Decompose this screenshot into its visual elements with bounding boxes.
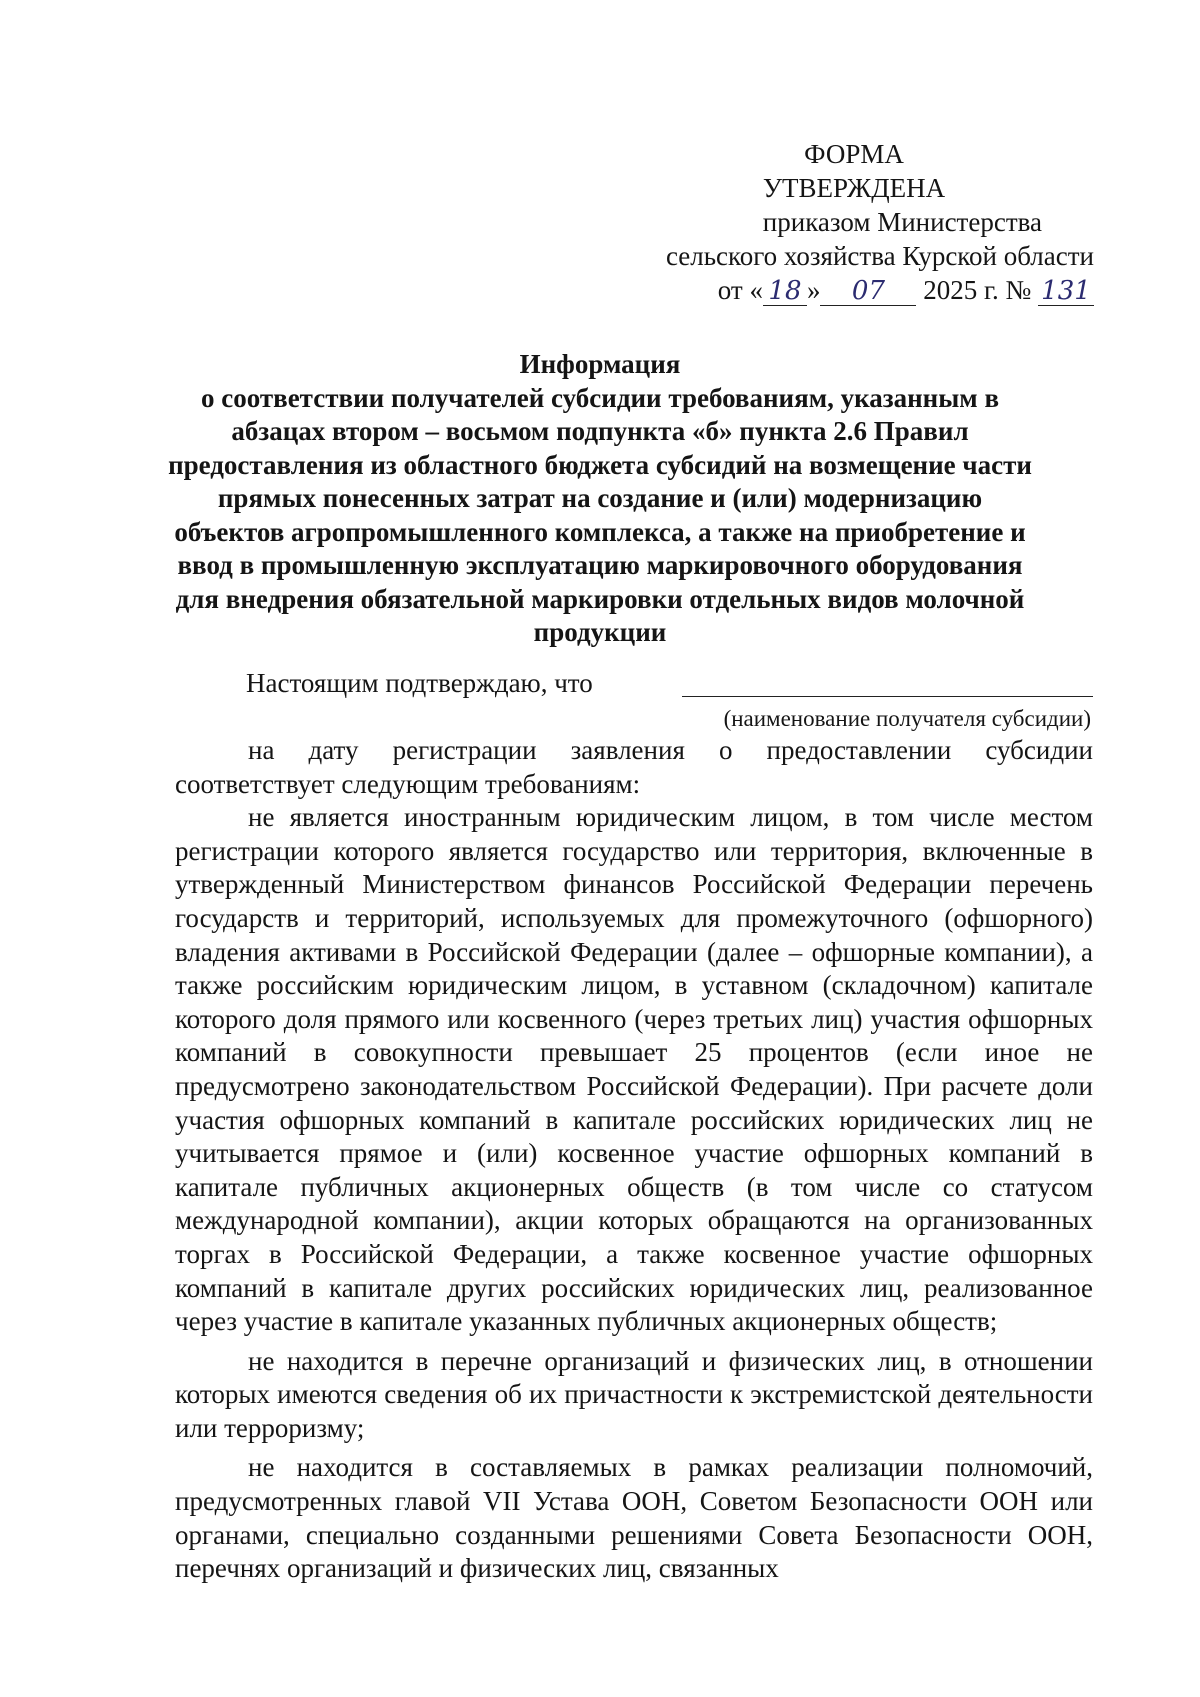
date-year: 2025 г. №	[923, 275, 1032, 305]
paragraph-requirement-1: не является иностранным юридическим лицом, в том числе местом регистрации которого является государство или территория, включенные в утвержденный Министерством финансов Российской Федерации перечень государств и территорий, используемых для промежуточного (офшорного) владения активами в Российской Федерации (далее – офшорные компании), а также российским юридическим лицом, в уставном (складочном) капитале которого доля прямого или косвенного (через третьих лиц) участия офшорных компаний в совокупности превышает 25 процентов (если иное не предусмотрено законодательством Российской Федерации). При расчете доли участия офшорных компаний в капитале российских юридических лиц не учитывается прямое и (или) косвенное участие офшорных компаний в капитале публичных акционерных обществ (в том числе со статусом международной компании), акции которых обращаются на организованных торгах в Российской Федерации, а также косвенное участие офшорных компаний в капитале других российских юридических лиц, реализованное через участие в капитале указанных публичных акционерных обществ;	[175, 802, 1093, 1337]
approval-approved-label: УТВЕРЖДЕНА	[762, 173, 946, 203]
recipient-name-hint: (наименование получателя субсидии)	[723, 706, 1091, 731]
document-title-block	[160, 348, 1040, 650]
date-mid: »	[806, 275, 821, 305]
document-title: Информация	[519, 349, 681, 379]
paragraph-requirement-2: не находится в перечне организаций и физических лиц, в отношении которых имеются сведения об их причастности к экстремистской деятельности или терроризму;	[175, 1345, 1093, 1443]
confirm-row	[175, 667, 1093, 701]
document-body	[175, 667, 1093, 1586]
handwritten-day: 18	[763, 277, 807, 306]
handwritten-order-number: 131	[1038, 277, 1094, 306]
approval-date-line	[614, 273, 1094, 307]
paragraph-intro: на дату регистрации заявления о предоставлении субсидии соответствует следующим требованиям:	[175, 735, 1093, 799]
date-prefix: от «	[717, 275, 763, 305]
approval-block	[614, 137, 1094, 307]
paragraph-requirement-3: не находится в составляемых в рамках реализации полномочий, предусмотренных главой VII Устава ООН, Советом Безопасности ООН или органами, специально созданными решениями Совета Безопасности ООН, перечнях организаций и физических лиц, связанных	[175, 1452, 1093, 1584]
document-subtitle: о соответствии получателей субсидии требованиям, указанным в абзацах втором – восьмом подпункта «б» пункта 2.6 Правил предоставления из областного бюджета субсидий на возмещение части прямых понесенных затрат на создание и (или) модернизацию объектов агропромышленного комплекса, а также на приобретение и ввод в промышленную эксплуатацию маркировочного оборудования для внедрения обязательной маркировки отдельных видов молочной продукции	[168, 382, 1032, 647]
approval-ministry-line: сельского хозяйства Курской области	[665, 241, 1094, 271]
approval-order-line: приказом Министерства	[762, 207, 1042, 237]
handwritten-month: 07	[820, 277, 916, 306]
confirm-text: Настоящим подтверждаю, что	[246, 668, 593, 698]
recipient-name-blank	[682, 696, 1093, 697]
approval-form-label: ФОРМА	[804, 139, 904, 169]
